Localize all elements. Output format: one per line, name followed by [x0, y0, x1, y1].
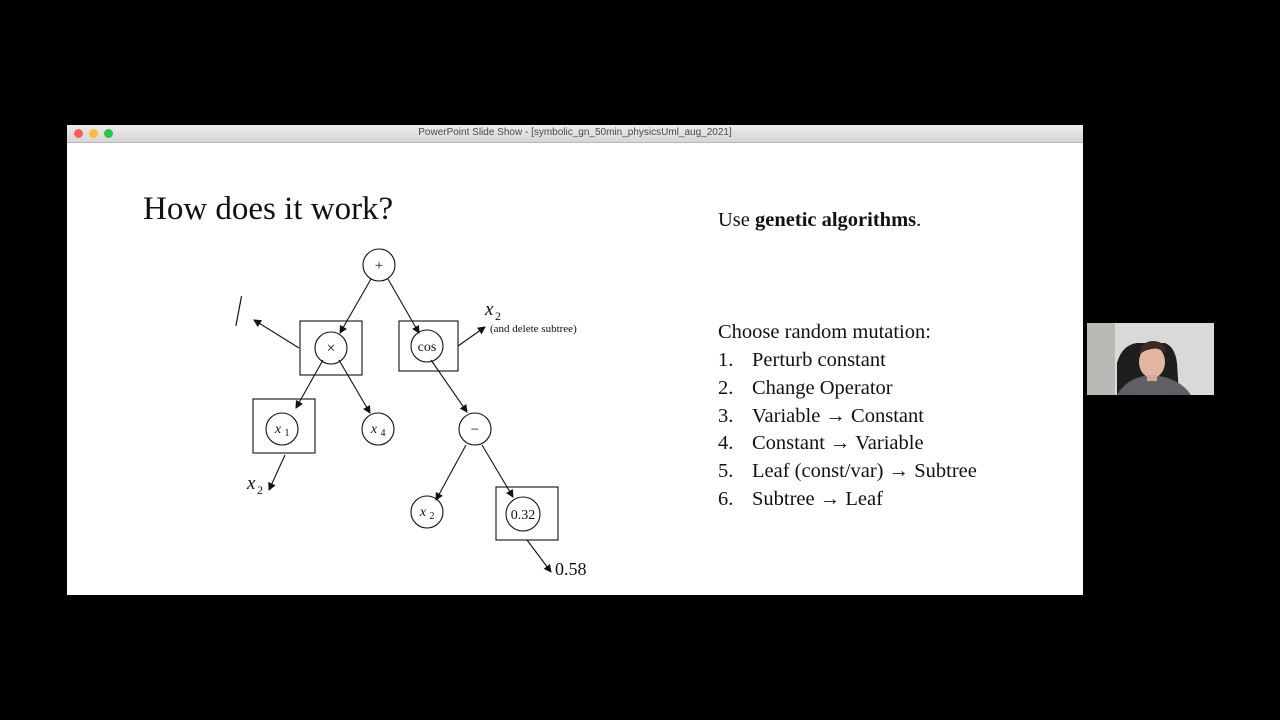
svg-text:0.58: 0.58 — [555, 559, 587, 579]
method-statement: Use genetic algorithms. — [718, 209, 922, 231]
svg-text:2: 2 — [257, 483, 263, 497]
mutation-label-const — [555, 559, 587, 579]
mutation-label-x1 — [246, 473, 263, 497]
slide-title: How does it work? — [143, 191, 394, 227]
tree-node-times — [300, 321, 362, 375]
slideshow-window — [67, 125, 1083, 595]
webcam-overlay — [1087, 323, 1214, 395]
expression-tree-diagram — [67, 143, 687, 595]
list-item: 1. Perturb constant — [718, 349, 886, 371]
list-item: 6. Subtree → Leaf — [718, 487, 883, 510]
svg-text:−: − — [470, 422, 480, 438]
svg-text:(and delete subtree): (and delete subtree) — [490, 323, 577, 335]
window-title: PowerPoint Slide Show - [symbolic_gn_50min_physicsUml_aug_2021] — [418, 127, 732, 138]
tree-node-x4 — [362, 413, 394, 445]
svg-text:0.32: 0.32 — [510, 508, 536, 523]
svg-text:x: x — [485, 299, 494, 320]
svg-text:4: 4 — [380, 428, 386, 439]
tree-node-x1 — [253, 399, 315, 453]
svg-text:+: + — [374, 258, 384, 274]
list-item: 5. Leaf (const/var) → Subtree — [718, 460, 977, 483]
presenter-video-image — [1087, 323, 1214, 395]
mutation-list — [718, 349, 977, 516]
svg-text:2: 2 — [429, 511, 435, 522]
tree-node-const — [496, 487, 558, 540]
svg-text:×: × — [326, 340, 336, 357]
svg-text:2: 2 — [495, 309, 501, 323]
list-item: 4. Constant → Variable — [718, 432, 924, 455]
tree-node-plus — [363, 249, 395, 281]
svg-text:x: x — [247, 473, 256, 494]
svg-text:x: x — [274, 422, 282, 437]
list-item: 2. Change Operator — [718, 376, 893, 399]
method-emphasis: genetic algorithms — [755, 209, 917, 231]
tree-node-cos — [399, 321, 458, 371]
title-bar[interactable] — [67, 125, 1083, 143]
mutation-label-cos — [484, 299, 577, 335]
svg-text:cos: cos — [417, 340, 437, 355]
svg-text:x: x — [419, 505, 427, 520]
list-item: 3. Variable → Constant — [718, 404, 924, 427]
tree-node-minus — [459, 413, 491, 445]
svg-text:1: 1 — [284, 428, 290, 439]
tree-node-x2 — [411, 496, 443, 528]
svg-text:x: x — [370, 422, 378, 437]
mutation-heading: Choose random mutation: — [718, 321, 931, 343]
